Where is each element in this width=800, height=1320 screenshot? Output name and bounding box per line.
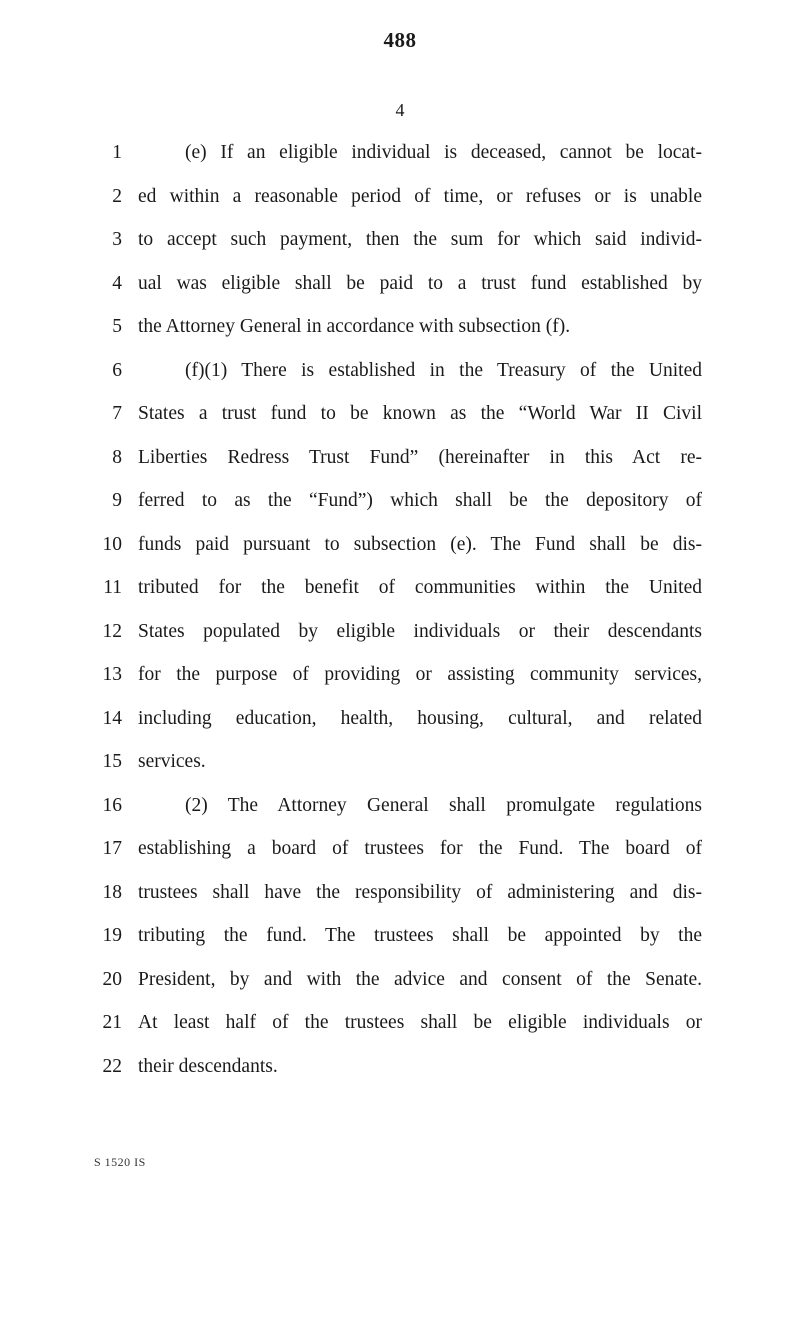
- line-text: tributed for the benefit of communities within the United: [138, 577, 702, 598]
- line-number: 21: [102, 1012, 122, 1033]
- line-text: (2) The Attorney General shall promulgate regulations: [185, 794, 702, 816]
- line-text: ferred to as the “Fund”) which shall be the depository of: [138, 490, 702, 511]
- bill-identifier-footer: S 1520 IS: [94, 1155, 146, 1169]
- line-text: for the purpose of providing or assisting community services,: [138, 664, 702, 685]
- line-text: States a trust fund to be known as the “World War II Civil: [138, 403, 702, 424]
- line-number: 10: [102, 533, 122, 555]
- line-text: funds paid pursuant to subsection (e). The Fund shall be dis-: [138, 533, 702, 555]
- line-number: 12: [102, 620, 122, 642]
- text-line: [90, 827, 702, 871]
- text-line: [90, 523, 702, 567]
- line-number: 3: [112, 229, 122, 250]
- text-line: [90, 697, 702, 741]
- line-number: 6: [112, 359, 122, 381]
- line-number: 7: [112, 403, 122, 424]
- line-number: 8: [112, 446, 122, 468]
- line-number: 20: [102, 968, 122, 990]
- line-number: 13: [102, 664, 122, 685]
- line-number: 4: [112, 272, 122, 294]
- line-text: President, by and with the advice and consent of the Senate.: [138, 968, 702, 990]
- text-line: [90, 566, 702, 610]
- line-text: ed within a reasonable period of time, or refuses or is unable: [138, 185, 702, 207]
- line-number: 17: [102, 838, 122, 859]
- text-line: [90, 1001, 702, 1045]
- text-line: [90, 262, 702, 306]
- line-number: 5: [112, 316, 122, 337]
- line-number: 14: [102, 707, 122, 729]
- line-text: including education, health, housing, cultural, and related: [138, 707, 702, 729]
- line-number: 19: [102, 925, 122, 946]
- line-text: to accept such payment, then the sum for which said individ-: [138, 229, 702, 250]
- line-text: At least half of the trustees shall be eligible individuals or: [138, 1012, 702, 1033]
- text-line: [90, 131, 702, 175]
- text-line: [90, 218, 702, 262]
- line-text: States populated by eligible individuals or their descendants: [138, 620, 702, 642]
- text-line: [90, 653, 702, 697]
- line-text: (e) If an eligible individual is deceased, cannot be locat-: [185, 142, 702, 163]
- line-text: ual was eligible shall be paid to a trust fund established by: [138, 272, 702, 294]
- line-number: 9: [112, 490, 122, 511]
- line-number: 22: [102, 1055, 122, 1077]
- text-line: [90, 175, 702, 219]
- text-line: [90, 610, 702, 654]
- line-number: 16: [102, 794, 122, 816]
- text-line: [90, 349, 702, 393]
- text-line: [90, 479, 702, 523]
- line-number: 2: [112, 185, 122, 207]
- text-line: [90, 436, 702, 480]
- text-line: [90, 914, 702, 958]
- text-line: [90, 958, 702, 1002]
- text-line: [90, 305, 702, 349]
- line-text: their descendants.: [138, 1055, 278, 1077]
- line-text: the Attorney General in accordance with subsection (f).: [138, 316, 571, 337]
- line-number: 15: [102, 751, 122, 772]
- page-number: 488: [383, 28, 417, 52]
- text-line: [90, 392, 702, 436]
- text-line: [90, 784, 702, 828]
- line-text: services.: [138, 751, 206, 772]
- bill-text-body: [90, 131, 702, 1088]
- line-text: Liberties Redress Trust Fund” (hereinafter in this Act re-: [138, 446, 702, 468]
- line-text: trustees shall have the responsibility of administering and dis-: [138, 881, 702, 903]
- line-text: establishing a board of trustees for the Fund. The board of: [138, 838, 702, 859]
- line-number: 1: [112, 142, 122, 163]
- line-text: (f)(1) There is established in the Treasury of the United: [185, 359, 702, 381]
- line-number: 18: [102, 881, 122, 903]
- line-text: tributing the fund. The trustees shall be appointed by the: [138, 925, 702, 946]
- line-number: 11: [103, 577, 122, 598]
- text-line: [90, 871, 702, 915]
- text-line: [90, 740, 702, 784]
- text-line: [90, 1045, 702, 1089]
- bill-page-number: 4: [395, 100, 405, 120]
